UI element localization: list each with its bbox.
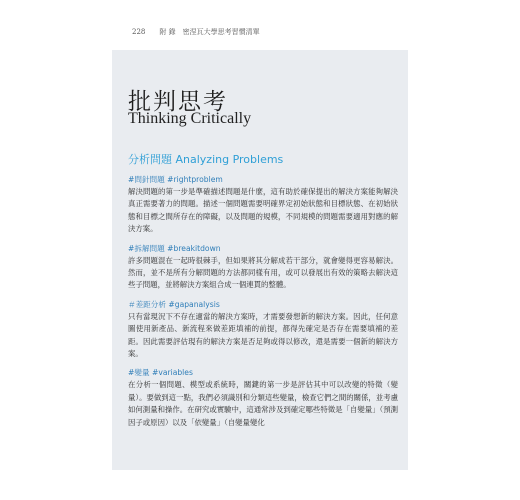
- habit-description: 只有當現況下不存在適當的解決方案時，才需要發想新的解決方案。因此，任何意圖使用新產品、新流程來做差距填補的前提，都得先確定是否存在需要填補的差距。因此需要評估現有的解決方案是否足夠或得以修改，還是需要一個新的解決方案。: [128, 311, 398, 359]
- habit-entry-rightproblem: [128, 174, 398, 236]
- running-head: [132, 27, 260, 37]
- chapter-title-chinese: 批判思考: [128, 89, 228, 115]
- habit-description: 解決問題的第一步是準確描述問題是什麼，這有助於確保提出的解決方案能夠解決真正需要著力的問題。描述一個問題需要明確界定初始狀態和目標狀態、在初始狀態和目標之間所存在的障礙，以及問題的規模，不同規模的問題需要適用對應的解決方案。: [128, 187, 398, 234]
- habit-description: 在分析一個問題、模型或系統時，關鍵的第一步是評估其中可以改變的特徵（變量）。要做到這一點，我們必須識別和分類這些變量，檢查它們之間的關係，並考慮如何測量和操作。在研究或實驗中，這通常涉及到確定哪些特徵是「自變量」（預測因子或原因）以及「依變量」（自變量變化: [128, 380, 398, 427]
- section-body: [128, 174, 398, 436]
- habit-entry-gapanalysis: [128, 299, 398, 361]
- hashtag-label: #拆解問題 #breakitdown: [128, 243, 221, 253]
- running-head-text: 附 錄 密涅瓦大學思考習慣清單: [159, 28, 260, 36]
- hashtag-label: ＃差距分析 #gapanalysis: [128, 299, 220, 309]
- hashtag-label: #問針問題 #rightproblem: [128, 175, 223, 184]
- habit-entry-variables: [128, 367, 398, 429]
- page-number: 228: [132, 28, 146, 36]
- hashtag-label: #變量 #variables: [128, 368, 193, 378]
- section-heading: 分析問題 Analyzing Problems: [128, 153, 284, 166]
- content-panel: [112, 50, 408, 470]
- habit-entry-breakitdown: [128, 243, 398, 292]
- habit-description: 許多問題混在一起時很棘手，但如果將其分解成若干部分，就會變得更容易解決。然而，並不是所有分解問題的方法都同樣有用，或可以發展出有效的策略去解決這些子問題，並將解決方案組合成一個連貫的整體。: [128, 255, 398, 290]
- chapter-title-english: Thinking Critically: [128, 110, 252, 127]
